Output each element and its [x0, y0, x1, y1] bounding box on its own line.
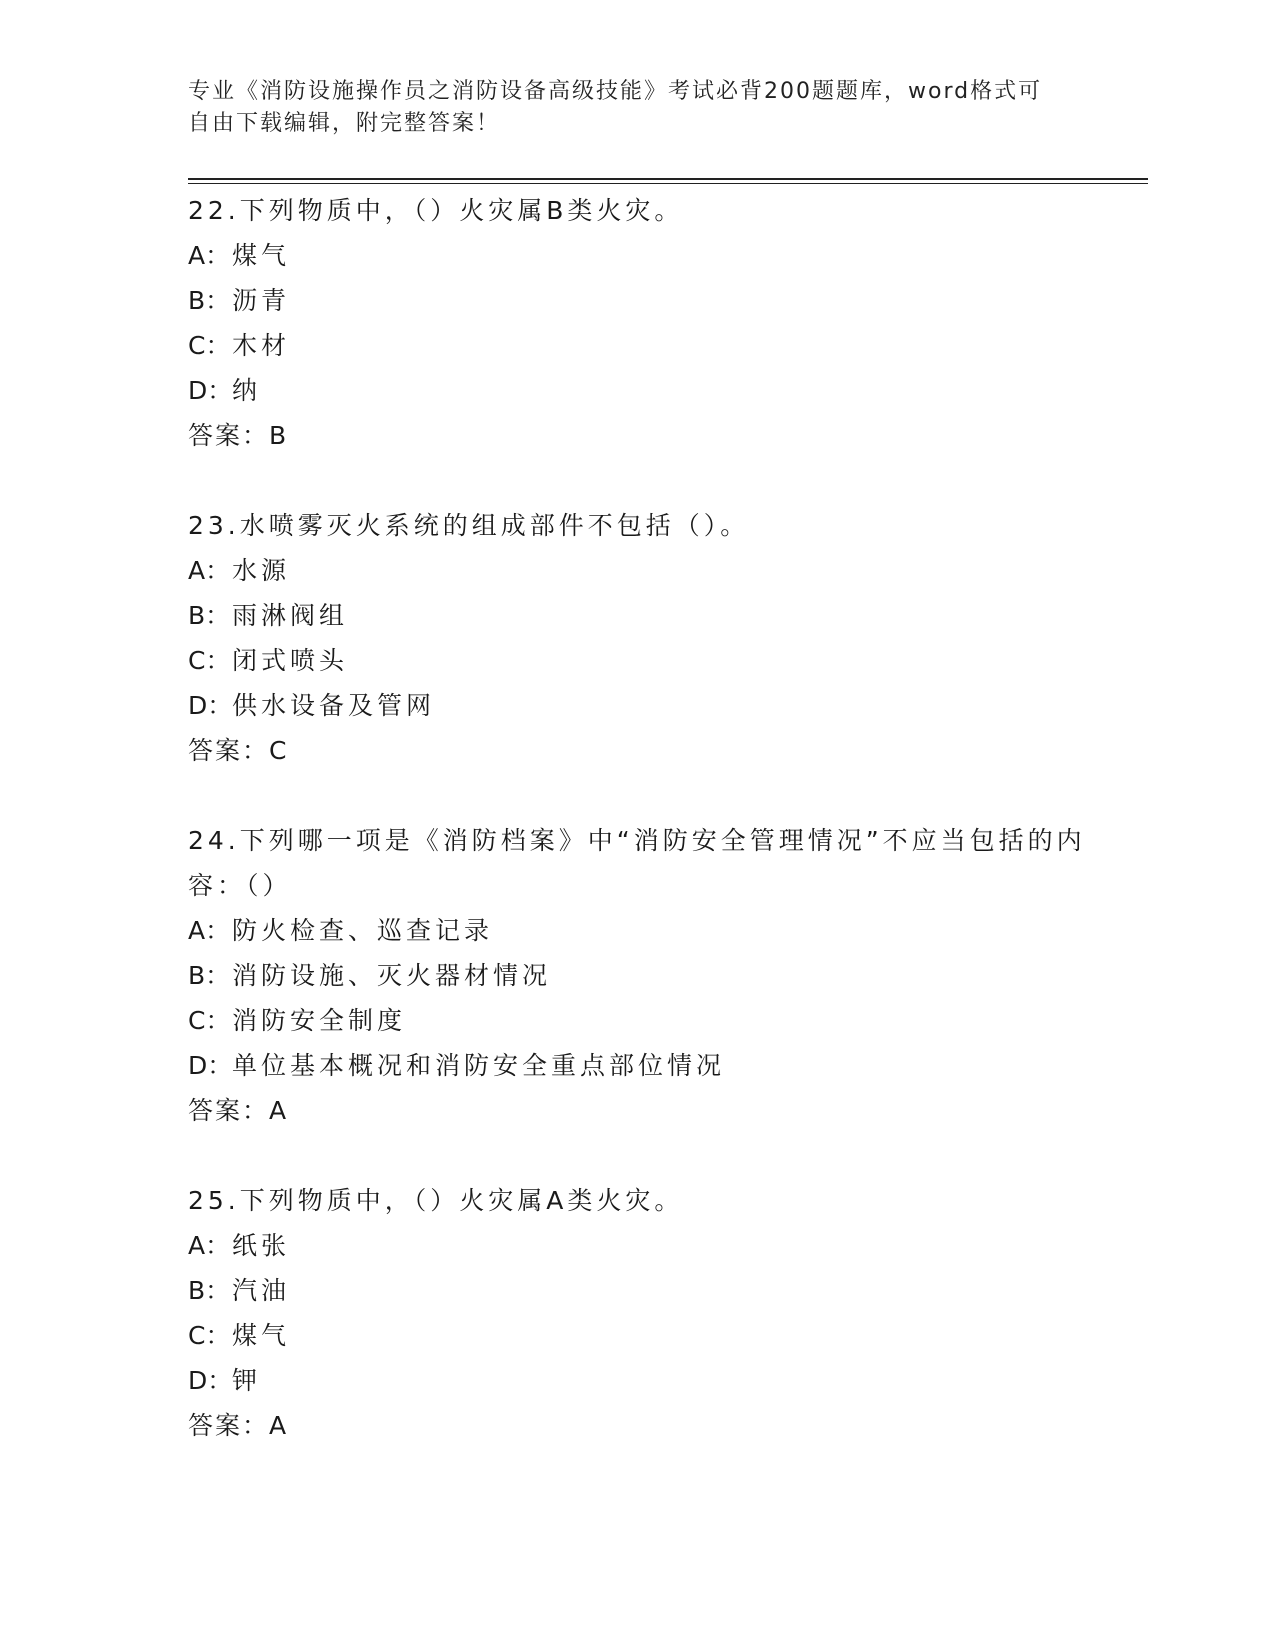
- option-key: B：: [188, 1276, 231, 1305]
- option-key: C：: [188, 1321, 231, 1350]
- option-key: C：: [188, 1006, 231, 1035]
- option-a: [188, 1223, 1088, 1268]
- option-key: B：: [188, 961, 231, 990]
- option-text: 汽油: [232, 1276, 291, 1305]
- document-header: [188, 76, 1068, 140]
- option-a: [188, 908, 1088, 953]
- option-text: 纳: [232, 376, 262, 405]
- option-text: 消防设施、灭火器材情况: [232, 961, 552, 990]
- option-b: [188, 278, 1088, 323]
- option-key: A：: [188, 241, 231, 270]
- option-key: D：: [188, 1051, 233, 1080]
- option-key: B：: [188, 286, 231, 315]
- option-key: D：: [188, 1366, 233, 1395]
- option-c: [188, 638, 1088, 683]
- option-d: [188, 368, 1088, 413]
- option-b: [188, 953, 1088, 998]
- option-text: 煤气: [232, 241, 291, 270]
- option-c: [188, 998, 1088, 1043]
- answer-line: 答案：A: [188, 1096, 289, 1125]
- option-c: [188, 323, 1088, 368]
- option-text: 闭式喷头: [232, 646, 349, 675]
- option-b: [188, 593, 1088, 638]
- question-text: 25.下列物质中，（）火灾属A类火灾。: [188, 1186, 684, 1215]
- option-key: B：: [188, 601, 231, 630]
- option-text: 煤气: [232, 1321, 291, 1350]
- option-key: C：: [188, 331, 231, 360]
- question-25: [188, 1178, 1088, 1448]
- answer-line: 答案：B: [188, 421, 289, 450]
- question-text: 24.下列哪一项是《消防档案》中“消防安全管理情况”不应当包括的内容：（）: [188, 826, 1086, 900]
- header-divider-thick: [188, 178, 1148, 180]
- option-text: 防火检查、巡查记录: [232, 916, 494, 945]
- option-b: [188, 1268, 1088, 1313]
- option-d: [188, 1043, 1088, 1088]
- header-line-1: 专业《消防设施操作员之消防设备高级技能》考试必背200题题库，word格式可: [188, 79, 1043, 104]
- option-text: 木材: [232, 331, 291, 360]
- option-a: [188, 548, 1088, 593]
- question-list: [188, 188, 1088, 1493]
- option-d: [188, 1358, 1088, 1403]
- option-key: A：: [188, 1231, 231, 1260]
- header-line-2: 自由下载编辑，附完整答案！: [188, 111, 501, 136]
- option-c: [188, 1313, 1088, 1358]
- option-d: [188, 683, 1088, 728]
- answer-line: 答案：C: [188, 736, 289, 765]
- answer-line: 答案：A: [188, 1411, 289, 1440]
- option-key: C：: [188, 646, 231, 675]
- option-text: 沥青: [232, 286, 291, 315]
- question-text: 23.水喷雾灭火系统的组成部件不包括（）。: [188, 511, 750, 540]
- option-text: 单位基本概况和消防安全重点部位情况: [232, 1051, 726, 1080]
- option-text: 供水设备及管网: [232, 691, 436, 720]
- option-key: A：: [188, 916, 231, 945]
- option-text: 水源: [232, 556, 291, 585]
- option-text: 雨淋阀组: [232, 601, 349, 630]
- option-text: 消防安全制度: [232, 1006, 407, 1035]
- option-a: [188, 233, 1088, 278]
- option-key: D：: [188, 376, 233, 405]
- header-divider-thin: [188, 183, 1148, 184]
- option-text: 钾: [232, 1366, 262, 1395]
- option-key: D：: [188, 691, 233, 720]
- question-text: 22.下列物质中，（）火灾属B类火灾。: [188, 196, 684, 225]
- option-text: 纸张: [232, 1231, 291, 1260]
- question-24: [188, 818, 1088, 1133]
- question-22: [188, 188, 1088, 458]
- option-key: A：: [188, 556, 231, 585]
- question-23: [188, 503, 1088, 773]
